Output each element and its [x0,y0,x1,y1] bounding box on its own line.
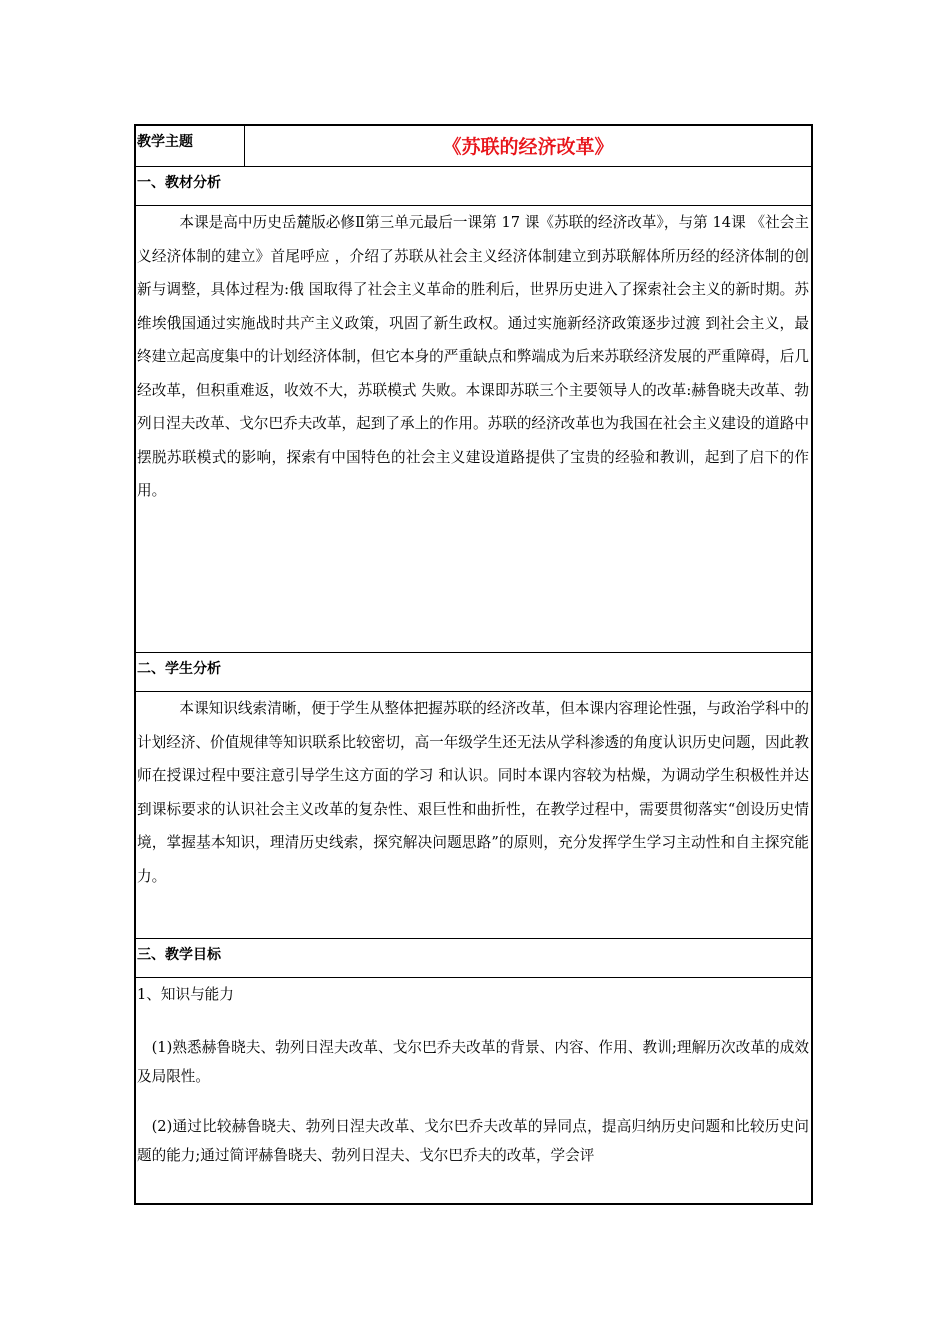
section-heading-teaching-objectives: 三、教学目标 [137,947,221,963]
material-analysis-paragraph: 本课是高中历史岳麓版必修Ⅱ第三单元最后一课第 17 课《苏联的经济改革》，与第 14课 《社会主义经济体制的建立》首尾呼应 ，介绍了苏联从社会主义经济体制建立到苏联解体所历经的经济体制的创新与调整，具体过程为:俄 国取得了社会主义革命的胜利后，世界历史进入了探索社会主义的新时期。苏维埃俄国通过实施战时共产主义政策，巩固了新生政权。通过实施新经济政策逐步过渡 到社会主义，最终建立起高度集中的计划经济体制，但它本身的严重缺点和弊端成为后来苏联经济发展的严重障碍，后几经改革，但积重难返，收效不大，苏联模式 失败。本课即苏联三个主要领导人的改革:赫鲁晓夫改革、勃列日涅夫改革、戈尔巴乔夫改革，起到了承上的作用。苏联的经济改革也为我国在社会主义建设的道路中摆脱苏联模式的影响，探索有中国特色的社会主义建设道路提供了宝贵的经验和教训，起到了启下的作用。 [137,214,809,499]
section-body-row [136,692,811,938]
topic-label: 教学主题 [136,126,245,166]
section-heading-material-analysis: 一、教材分析 [137,175,221,191]
section-heading-row [136,167,811,205]
objective-item: (2)通过比较赫鲁晓夫、勃列日涅夫改革、戈尔巴乔夫改革的异同点，提高归纳历史问题和比较历史问题的能力;通过简评赫鲁晓夫、勃列日涅夫、戈尔巴乔夫的改革，学会评 [137,1118,809,1164]
objective-subheading: 1、知识与能力 [137,986,234,1003]
topic-title: 《苏联的经济改革》 [442,136,614,158]
topic-row [136,126,811,166]
objective-item: (1)熟悉赫鲁晓夫、勃列日涅夫改革、戈尔巴乔夫改革的背景、内容、作用、教训;理解历次改革的成效及局限性。 [137,1039,809,1085]
section-heading-row [136,939,811,977]
section-heading-row [136,653,811,691]
section-body-row [136,978,811,1205]
student-analysis-paragraph: 本课知识线索清晰，便于学生从整体把握苏联的经济改革，但本课内容理论性强，与政治学科中的计划经济、价值规律等知识联系比较密切，高一年级学生还无法从学科渗透的角度认识历史问题，因此教师在授课过程中要注意引导学生这方面的学习 和认识。同时本课内容较为枯燥，为调动学生积极性并达到课标要求的认识社会主义改革的复杂性、艰巨性和曲折性，在教学过程中，需要贯彻落实“创设历史情境，掌握基本知识，理清历史线索，探究解决问题思路”的原则，充分发挥学生学习主动性和自主探究能力。 [137,700,809,885]
section-body-row [136,206,811,652]
lesson-plan-table [134,124,813,1205]
section-heading-student-analysis: 二、学生分析 [137,661,221,677]
